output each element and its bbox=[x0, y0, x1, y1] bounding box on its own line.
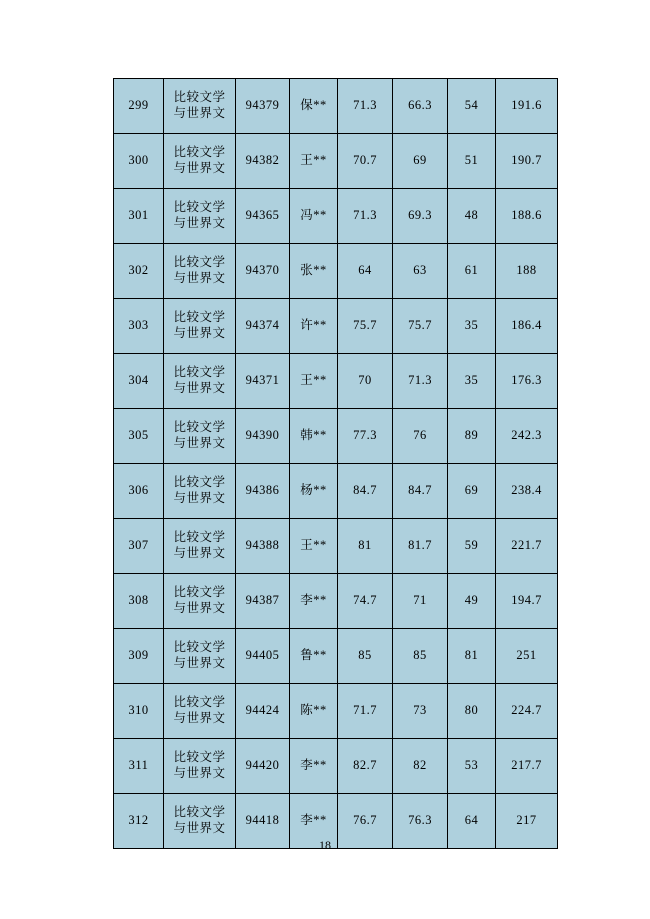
score-table bbox=[113, 78, 558, 849]
cell-score1: 81 bbox=[338, 519, 393, 574]
cell-rank: 302 bbox=[114, 244, 164, 299]
table-row bbox=[114, 519, 558, 574]
cell-id: 94370 bbox=[236, 244, 290, 299]
cell-score3: 69 bbox=[448, 464, 496, 519]
major-line-1: 比较文学 bbox=[173, 420, 226, 435]
cell-id: 94382 bbox=[236, 134, 290, 189]
major-line-2: 与世界文 bbox=[173, 161, 226, 175]
cell-score3: 81 bbox=[448, 629, 496, 684]
cell-id: 94420 bbox=[236, 739, 290, 794]
cell-rank: 306 bbox=[114, 464, 164, 519]
major-line-2: 与世界文 bbox=[173, 271, 226, 285]
cell-name: 保** bbox=[290, 79, 338, 134]
cell-score2: 66.3 bbox=[393, 79, 448, 134]
major-line-2: 与世界文 bbox=[173, 216, 226, 230]
cell-rank: 308 bbox=[114, 574, 164, 629]
cell-name: 王** bbox=[290, 519, 338, 574]
cell-score2: 69 bbox=[393, 134, 448, 189]
cell-name: 许** bbox=[290, 299, 338, 354]
cell-total: 251 bbox=[496, 629, 558, 684]
major-line-2: 与世界文 bbox=[173, 601, 226, 615]
table-row bbox=[114, 354, 558, 409]
cell-name: 李** bbox=[290, 794, 338, 849]
cell-id: 94390 bbox=[236, 409, 290, 464]
cell-id: 94379 bbox=[236, 79, 290, 134]
cell-score1: 71.3 bbox=[338, 189, 393, 244]
cell-name: 杨** bbox=[290, 464, 338, 519]
major-line-2: 与世界文 bbox=[173, 326, 226, 340]
major-line-1: 比较文学 bbox=[173, 695, 226, 710]
major-line-2: 与世界文 bbox=[173, 106, 226, 120]
cell-score1: 85 bbox=[338, 629, 393, 684]
cell-score1: 76.7 bbox=[338, 794, 393, 849]
major-line-2: 与世界文 bbox=[173, 766, 226, 780]
cell-total: 176.3 bbox=[496, 354, 558, 409]
cell-rank: 310 bbox=[114, 684, 164, 739]
cell-name: 李** bbox=[290, 739, 338, 794]
cell-total: 186.4 bbox=[496, 299, 558, 354]
cell-score2: 71 bbox=[393, 574, 448, 629]
cell-major bbox=[164, 79, 236, 134]
cell-major bbox=[164, 629, 236, 684]
cell-id: 94405 bbox=[236, 629, 290, 684]
cell-major bbox=[164, 409, 236, 464]
cell-major bbox=[164, 134, 236, 189]
table-row bbox=[114, 79, 558, 134]
score-table-container bbox=[113, 78, 542, 849]
cell-id: 94386 bbox=[236, 464, 290, 519]
cell-total: 224.7 bbox=[496, 684, 558, 739]
table-row bbox=[114, 629, 558, 684]
cell-name: 韩** bbox=[290, 409, 338, 464]
major-line-2: 与世界文 bbox=[173, 546, 226, 560]
cell-score3: 49 bbox=[448, 574, 496, 629]
cell-name: 鲁** bbox=[290, 629, 338, 684]
cell-score3: 35 bbox=[448, 299, 496, 354]
cell-score1: 70.7 bbox=[338, 134, 393, 189]
cell-score1: 70 bbox=[338, 354, 393, 409]
cell-score1: 71.3 bbox=[338, 79, 393, 134]
cell-score2: 63 bbox=[393, 244, 448, 299]
cell-score3: 64 bbox=[448, 794, 496, 849]
cell-major bbox=[164, 574, 236, 629]
cell-name: 王** bbox=[290, 134, 338, 189]
table-row bbox=[114, 464, 558, 519]
cell-major bbox=[164, 354, 236, 409]
cell-score1: 74.7 bbox=[338, 574, 393, 629]
score-table-body bbox=[114, 79, 558, 849]
cell-major bbox=[164, 244, 236, 299]
cell-score3: 61 bbox=[448, 244, 496, 299]
major-line-1: 比较文学 bbox=[173, 365, 226, 380]
cell-score1: 75.7 bbox=[338, 299, 393, 354]
cell-score2: 81.7 bbox=[393, 519, 448, 574]
cell-score1: 84.7 bbox=[338, 464, 393, 519]
cell-id: 94418 bbox=[236, 794, 290, 849]
cell-score1: 77.3 bbox=[338, 409, 393, 464]
cell-score2: 73 bbox=[393, 684, 448, 739]
cell-score2: 75.7 bbox=[393, 299, 448, 354]
cell-total: 188 bbox=[496, 244, 558, 299]
cell-rank: 307 bbox=[114, 519, 164, 574]
cell-score3: 53 bbox=[448, 739, 496, 794]
major-line-1: 比较文学 bbox=[173, 475, 226, 490]
major-line-1: 比较文学 bbox=[173, 585, 226, 600]
major-line-1: 比较文学 bbox=[173, 530, 226, 545]
cell-major bbox=[164, 739, 236, 794]
table-row bbox=[114, 299, 558, 354]
cell-score2: 71.3 bbox=[393, 354, 448, 409]
major-line-2: 与世界文 bbox=[173, 656, 226, 670]
cell-name: 李** bbox=[290, 574, 338, 629]
table-row bbox=[114, 244, 558, 299]
cell-score3: 48 bbox=[448, 189, 496, 244]
cell-total: 190.7 bbox=[496, 134, 558, 189]
cell-total: 188.6 bbox=[496, 189, 558, 244]
cell-score1: 64 bbox=[338, 244, 393, 299]
major-line-1: 比较文学 bbox=[173, 640, 226, 655]
cell-rank: 305 bbox=[114, 409, 164, 464]
cell-total: 194.7 bbox=[496, 574, 558, 629]
cell-total: 242.3 bbox=[496, 409, 558, 464]
cell-score3: 89 bbox=[448, 409, 496, 464]
table-row bbox=[114, 189, 558, 244]
page-number: 18 bbox=[319, 838, 331, 852]
cell-name: 王** bbox=[290, 354, 338, 409]
major-line-2: 与世界文 bbox=[173, 381, 226, 395]
table-row bbox=[114, 684, 558, 739]
cell-rank: 300 bbox=[114, 134, 164, 189]
cell-score3: 51 bbox=[448, 134, 496, 189]
cell-rank: 299 bbox=[114, 79, 164, 134]
cell-total: 221.7 bbox=[496, 519, 558, 574]
cell-major bbox=[164, 189, 236, 244]
cell-score2: 82 bbox=[393, 739, 448, 794]
cell-rank: 312 bbox=[114, 794, 164, 849]
cell-id: 94365 bbox=[236, 189, 290, 244]
major-line-1: 比较文学 bbox=[173, 310, 226, 325]
cell-name: 陈** bbox=[290, 684, 338, 739]
cell-total: 238.4 bbox=[496, 464, 558, 519]
major-line-1: 比较文学 bbox=[173, 255, 226, 270]
table-row bbox=[114, 134, 558, 189]
cell-id: 94387 bbox=[236, 574, 290, 629]
table-row bbox=[114, 739, 558, 794]
major-line-2: 与世界文 bbox=[173, 821, 226, 835]
table-row bbox=[114, 409, 558, 464]
major-line-1: 比较文学 bbox=[173, 90, 226, 105]
cell-major bbox=[164, 684, 236, 739]
major-line-1: 比较文学 bbox=[173, 200, 226, 215]
major-line-1: 比较文学 bbox=[173, 145, 226, 160]
major-line-2: 与世界文 bbox=[173, 491, 226, 505]
cell-score3: 54 bbox=[448, 79, 496, 134]
cell-total: 217 bbox=[496, 794, 558, 849]
cell-id: 94374 bbox=[236, 299, 290, 354]
cell-score2: 84.7 bbox=[393, 464, 448, 519]
table-row bbox=[114, 574, 558, 629]
cell-score2: 76 bbox=[393, 409, 448, 464]
major-line-1: 比较文学 bbox=[173, 805, 226, 820]
cell-total: 217.7 bbox=[496, 739, 558, 794]
cell-rank: 303 bbox=[114, 299, 164, 354]
cell-rank: 309 bbox=[114, 629, 164, 684]
cell-total: 191.6 bbox=[496, 79, 558, 134]
cell-score3: 35 bbox=[448, 354, 496, 409]
cell-major bbox=[164, 519, 236, 574]
cell-score2: 69.3 bbox=[393, 189, 448, 244]
cell-score3: 59 bbox=[448, 519, 496, 574]
cell-id: 94388 bbox=[236, 519, 290, 574]
cell-score3: 80 bbox=[448, 684, 496, 739]
major-line-1: 比较文学 bbox=[173, 750, 226, 765]
cell-major bbox=[164, 299, 236, 354]
cell-rank: 311 bbox=[114, 739, 164, 794]
cell-name: 冯** bbox=[290, 189, 338, 244]
cell-score2: 85 bbox=[393, 629, 448, 684]
cell-score1: 82.7 bbox=[338, 739, 393, 794]
cell-id: 94371 bbox=[236, 354, 290, 409]
cell-id: 94424 bbox=[236, 684, 290, 739]
cell-rank: 301 bbox=[114, 189, 164, 244]
cell-score1: 71.7 bbox=[338, 684, 393, 739]
major-line-2: 与世界文 bbox=[173, 436, 226, 450]
major-line-2: 与世界文 bbox=[173, 711, 226, 725]
cell-rank: 304 bbox=[114, 354, 164, 409]
cell-score2: 76.3 bbox=[393, 794, 448, 849]
cell-name: 张** bbox=[290, 244, 338, 299]
cell-major bbox=[164, 464, 236, 519]
